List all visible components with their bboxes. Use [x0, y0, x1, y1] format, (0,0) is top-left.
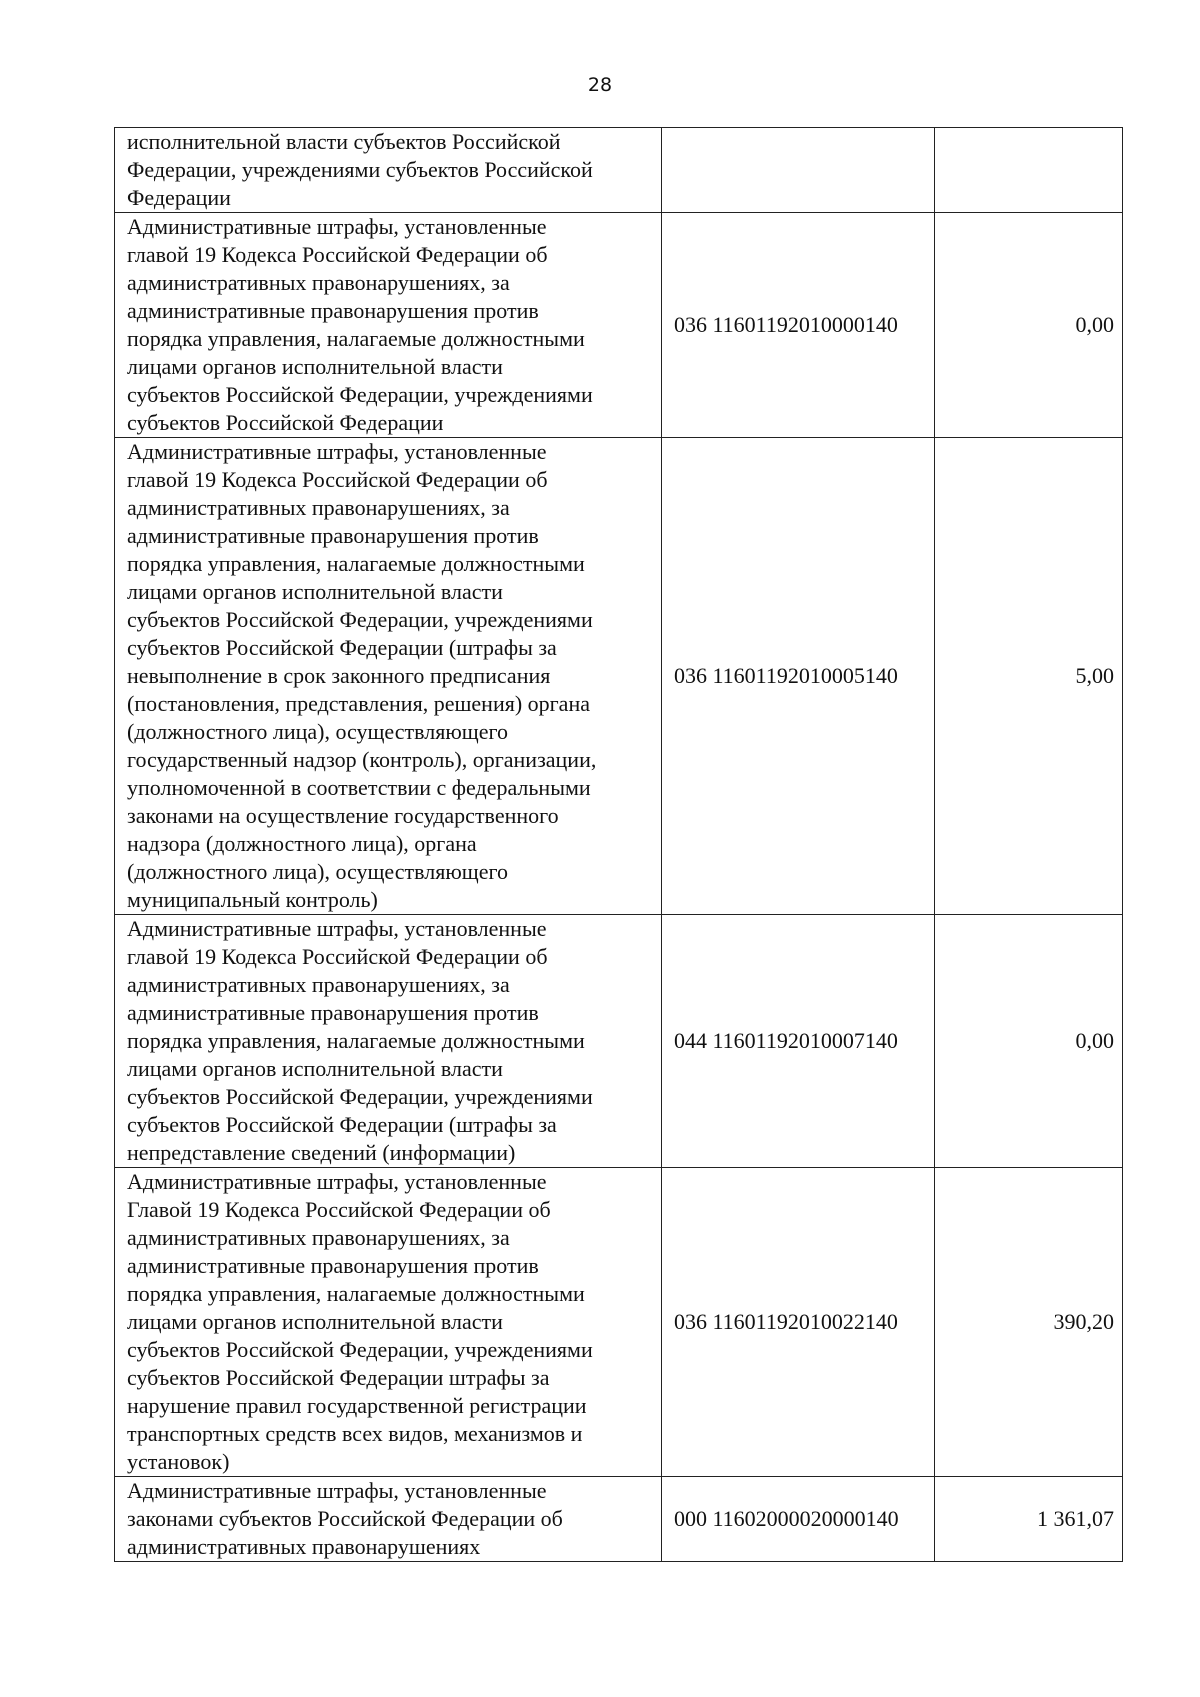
row-budget-code: 044 11601192010007140 [662, 915, 935, 1168]
row-amount: 0,00 [935, 213, 1123, 438]
row-budget-code [662, 128, 935, 213]
row-amount [935, 128, 1123, 213]
row-budget-code: 036 11601192010005140 [662, 438, 935, 915]
page-number: 28 [587, 74, 613, 96]
row-budget-code: 036 11601192010022140 [662, 1168, 935, 1477]
table-row [115, 915, 1123, 1168]
row-description: Административные штрафы, установленные законами субъектов Российской Федерации об административных правонарушениях [115, 1477, 662, 1562]
row-description: Административные штрафы, установленные главой 19 Кодекса Российской Федерации об административных правонарушениях, за административные правонарушения против порядка управления, налагаемые должностными лицами органов исполнительной власти субъектов Российской Федерации, учреждениями субъектов Российской Федерации (штрафы за непредставление сведений (информации) [115, 915, 662, 1168]
row-budget-code: 036 11601192010000140 [662, 213, 935, 438]
row-description: исполнительной власти субъектов Российской Федерации, учреждениями субъектов Российской Федерации [115, 128, 662, 213]
table-row [115, 1477, 1123, 1562]
row-amount: 5,00 [935, 438, 1123, 915]
table-row [115, 128, 1123, 213]
table-row [115, 438, 1123, 915]
row-budget-code: 000 11602000020000140 [662, 1477, 935, 1562]
row-amount: 1 361,07 [935, 1477, 1123, 1562]
row-description: Административные штрафы, установленные главой 19 Кодекса Российской Федерации об административных правонарушениях, за административные правонарушения против порядка управления, налагаемые должностными лицами органов исполнительной власти субъектов Российской Федерации, учреждениями субъектов Российской Федерации [115, 213, 662, 438]
row-amount: 390,20 [935, 1168, 1123, 1477]
row-description: Административные штрафы, установленные Главой 19 Кодекса Российской Федерации об административных правонарушениях, за административные правонарушения против порядка управления, налагаемые должностными лицами органов исполнительной власти субъектов Российской Федерации, учреждениями субъектов Российской Федерации штрафы за нарушение правил государственной регистрации транспортных средств всех видов, механизмов и установок) [115, 1168, 662, 1477]
revenue-table [114, 127, 1123, 1562]
table-row [115, 1168, 1123, 1477]
row-description: Административные штрафы, установленные главой 19 Кодекса Российской Федерации об административных правонарушениях, за административные правонарушения против порядка управления, налагаемые должностными лицами органов исполнительной власти субъектов Российской Федерации, учреждениями субъектов Российской Федерации (штрафы за невыполнение в срок законного предписания (постановления, представления, решения) органа (должностного лица), осуществляющего государственный надзор (контроль), организации, уполномоченной в соответствии с федеральными законами на осуществление государственного надзора (должностного лица), органа (должностного лица), осуществляющего муниципальный контроль) [115, 438, 662, 915]
row-amount: 0,00 [935, 915, 1123, 1168]
table-row [115, 213, 1123, 438]
